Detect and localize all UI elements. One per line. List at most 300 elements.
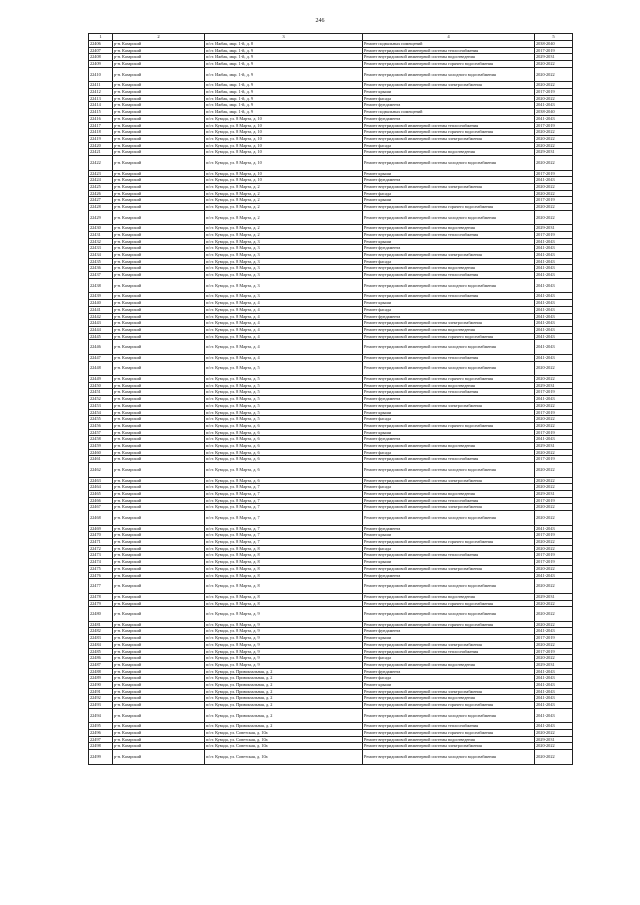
table-row	[89, 532, 573, 539]
district-cell: р-н. Казарский	[113, 306, 205, 313]
period-cell: 2041-2043	[535, 245, 573, 252]
district-cell: р-н. Казарский	[113, 245, 205, 252]
table-row	[89, 238, 573, 245]
work-type-cell: Ремонт внутридомовой инженерной системы холодного водоснабжения	[363, 156, 535, 171]
row-number-cell: 22496	[89, 730, 113, 737]
work-type-cell: Ремонт внутридомовой инженерной системы электроснабжения	[363, 688, 535, 695]
row-number-cell: 22486	[89, 655, 113, 662]
work-type-cell: Ремонт внутридомовой инженерной системы холодного водоснабжения	[363, 708, 535, 723]
row-number-cell: 22414	[89, 102, 113, 109]
district-cell: р-н. Казарский	[113, 539, 205, 546]
row-number-cell: 22433	[89, 245, 113, 252]
table-row	[89, 743, 573, 750]
period-cell: 2020-2022	[535, 621, 573, 628]
district-cell: р-н. Казарский	[113, 702, 205, 709]
period-cell: 2020-2022	[535, 135, 573, 142]
period-cell: 2029-2031	[535, 54, 573, 61]
district-cell: р-н. Казарский	[113, 532, 205, 539]
work-type-cell: Ремонт внутридомовой инженерной системы горячего водоснабжения	[363, 129, 535, 136]
period-cell: 2029-2031	[535, 491, 573, 498]
period-cell: 2020-2022	[535, 95, 573, 102]
table-row	[89, 477, 573, 484]
table-row	[89, 628, 573, 635]
period-cell: 2017-2019	[535, 497, 573, 504]
table-row	[89, 245, 573, 252]
period-cell: 2020-2022	[535, 463, 573, 478]
work-type-cell: Ремонт внутридомовой инженерной системы горячего водоснабжения	[363, 376, 535, 383]
address-cell: п/ст. Кувада, ул. Советская, д. 10а	[205, 743, 363, 750]
district-cell: р-н. Казарский	[113, 382, 205, 389]
row-number-cell: 22487	[89, 661, 113, 668]
period-cell: 2020-2022	[535, 129, 573, 136]
period-cell: 2041-2043	[535, 258, 573, 265]
work-type-cell: Ремонт внутридомовой инженерной системы теплоснабжения	[363, 47, 535, 54]
row-number-cell: 22441	[89, 306, 113, 313]
row-number-cell: 22416	[89, 115, 113, 122]
address-cell: п/ст. Кувада, ул. Привокзальная, д. 2	[205, 702, 363, 709]
district-cell: р-н. Казарский	[113, 449, 205, 456]
work-type-cell: Ремонт фундамента	[363, 572, 535, 579]
district-cell: р-н. Казарский	[113, 272, 205, 279]
work-type-cell: Ремонт внутридомовой инженерной системы холодного водоснабжения	[363, 340, 535, 355]
period-cell: 2041-2043	[535, 525, 573, 532]
row-number-cell: 22426	[89, 190, 113, 197]
table-row	[89, 95, 573, 102]
table-row	[89, 115, 573, 122]
district-cell: р-н. Казарский	[113, 54, 205, 61]
district-cell: р-н. Казарский	[113, 416, 205, 423]
work-type-cell: Ремонт фасада	[363, 449, 535, 456]
work-type-cell: Ремонт крыши	[363, 238, 535, 245]
table-row	[89, 177, 573, 184]
period-cell: 2020-2022	[535, 190, 573, 197]
district-cell: р-н. Казарский	[113, 313, 205, 320]
row-number-cell: 22466	[89, 497, 113, 504]
work-type-cell: Ремонт внутридомовой инженерной системы теплоснабжения	[363, 122, 535, 129]
table-row	[89, 149, 573, 156]
table-row	[89, 376, 573, 383]
district-cell: р-н. Казарский	[113, 621, 205, 628]
table-row	[89, 559, 573, 566]
address-cell: п/ст. Кувада, ул. 8 Марта, д. 10	[205, 129, 363, 136]
table-row	[89, 688, 573, 695]
work-type-cell: Ремонт внутридомовой инженерной системы водоотведения	[363, 225, 535, 232]
table-row	[89, 278, 573, 293]
row-number-cell: 22437	[89, 272, 113, 279]
work-type-cell: Ремонт фундамента	[363, 525, 535, 532]
table-row	[89, 122, 573, 129]
address-cell: п/ст. Кувада, ул. 8 Марта, д. 7	[205, 504, 363, 511]
work-type-cell: Ремонт внутридомовой инженерной системы теплоснабжения	[363, 552, 535, 559]
row-number-cell: 22439	[89, 293, 113, 300]
district-cell: р-н. Казарский	[113, 82, 205, 89]
work-type-cell: Ремонт внутридомовой инженерной системы водоотведения	[363, 736, 535, 743]
work-type-cell: Ремонт внутридомовой инженерной системы холодного водоснабжения	[363, 750, 535, 765]
work-type-cell: Ремонт фасада	[363, 190, 535, 197]
district-cell: р-н. Казарский	[113, 61, 205, 68]
table-row	[89, 456, 573, 463]
row-number-cell: 22471	[89, 539, 113, 546]
work-type-cell: Ремонт фасада	[363, 484, 535, 491]
table-row	[89, 89, 573, 96]
table-row	[89, 258, 573, 265]
district-cell: р-н. Казарский	[113, 559, 205, 566]
address-cell: п/ст. Кувада, ул. 8 Марта, д. 8	[205, 565, 363, 572]
district-cell: р-н. Казарский	[113, 320, 205, 327]
table-row	[89, 572, 573, 579]
district-cell: р-н. Казарский	[113, 736, 205, 743]
work-type-cell: Ремонт подвальных помещений	[363, 109, 535, 116]
table-row	[89, 491, 573, 498]
row-number-cell: 22498	[89, 743, 113, 750]
table-row	[89, 135, 573, 142]
table-row	[89, 361, 573, 376]
work-type-cell: Ремонт внутридомовой инженерной системы теплоснабжения	[363, 456, 535, 463]
row-number-cell: 22483	[89, 635, 113, 642]
table-row	[89, 593, 573, 600]
period-cell: 2041-2043	[535, 688, 573, 695]
work-type-cell: Ремонт внутридомовой инженерной системы теплоснабжения	[363, 648, 535, 655]
table-row	[89, 109, 573, 116]
table-row	[89, 197, 573, 204]
district-cell: р-н. Казарский	[113, 436, 205, 443]
district-cell: р-н. Казарский	[113, 210, 205, 225]
period-cell: 2017-2019	[535, 552, 573, 559]
row-number-cell: 22459	[89, 443, 113, 450]
district-cell: р-н. Казарский	[113, 572, 205, 579]
work-type-cell: Ремонт крыши	[363, 197, 535, 204]
row-number-cell: 22456	[89, 422, 113, 429]
row-number-cell: 22407	[89, 47, 113, 54]
row-number-cell: 22458	[89, 436, 113, 443]
row-number-cell: 22443	[89, 320, 113, 327]
address-cell: п/ст. Кувада, ул. 8 Марта, д. 4	[205, 306, 363, 313]
address-cell: п/ст. Кувада, ул. 8 Марта, д. 3	[205, 278, 363, 293]
period-cell: 2041-2043	[535, 695, 573, 702]
row-number-cell: 22428	[89, 204, 113, 211]
address-cell: п/ст. Кувада, ул. 8 Марта, д. 4	[205, 333, 363, 340]
period-cell: 2029-2031	[535, 593, 573, 600]
table-row	[89, 272, 573, 279]
work-type-cell: Ремонт внутридомовой инженерной системы электроснабжения	[363, 743, 535, 750]
address-cell: п/ст. Кувада, ул. Привокзальная, д. 2	[205, 675, 363, 682]
district-cell: р-н. Казарский	[113, 354, 205, 361]
table-row	[89, 545, 573, 552]
district-cell: р-н. Казарский	[113, 695, 205, 702]
address-cell: п/ст. Ижбак, мкр. 1-й, д. 9	[205, 89, 363, 96]
period-cell: 2041-2043	[535, 177, 573, 184]
row-number-cell: 22422	[89, 156, 113, 171]
work-type-cell: Ремонт внутридомовой инженерной системы водоотведения	[363, 593, 535, 600]
address-cell: п/ст. Кувада, ул. 8 Марта, д. 6	[205, 429, 363, 436]
row-number-cell: 22484	[89, 641, 113, 648]
row-number-cell: 22497	[89, 736, 113, 743]
district-cell: р-н. Казарский	[113, 361, 205, 376]
row-number-cell: 22444	[89, 326, 113, 333]
period-cell: 2020-2022	[535, 565, 573, 572]
row-number-cell: 22425	[89, 183, 113, 190]
district-cell: р-н. Казарский	[113, 238, 205, 245]
row-number-cell: 22457	[89, 429, 113, 436]
district-cell: р-н. Казарский	[113, 109, 205, 116]
period-cell: 2020-2022	[535, 210, 573, 225]
district-cell: р-н. Казарский	[113, 265, 205, 272]
period-cell: 2020-2022	[535, 416, 573, 423]
district-cell: р-н. Казарский	[113, 477, 205, 484]
district-cell: р-н. Казарский	[113, 149, 205, 156]
period-cell: 2020-2022	[535, 641, 573, 648]
table-row	[89, 422, 573, 429]
address-cell: п/ст. Ижбак, мкр. 1-й, д. 9	[205, 102, 363, 109]
work-type-cell: Ремонт внутридомовой инженерной системы водоотведения	[363, 149, 535, 156]
row-number-cell: 22477	[89, 579, 113, 594]
address-cell: п/ст. Кувада, ул. 8 Марта, д. 4	[205, 354, 363, 361]
table-row	[89, 539, 573, 546]
address-cell: п/ст. Кувада, ул. 8 Марта, д. 8	[205, 545, 363, 552]
district-cell: р-н. Казарский	[113, 402, 205, 409]
row-number-cell: 22429	[89, 210, 113, 225]
period-cell: 2020-2022	[535, 82, 573, 89]
period-cell: 2020-2022	[535, 545, 573, 552]
table-row	[89, 300, 573, 307]
address-cell: п/ст. Кувада, ул. 8 Марта, д. 3	[205, 238, 363, 245]
work-type-cell: Ремонт внутридомовой инженерной системы водоотведения	[363, 382, 535, 389]
district-cell: р-н. Казарский	[113, 743, 205, 750]
row-number-cell: 22448	[89, 361, 113, 376]
address-cell: п/ст. Ижбак, мкр. 1-й, д. 9	[205, 61, 363, 68]
period-cell: 2017-2019	[535, 122, 573, 129]
address-cell: п/ст. Кувада, ул. 8 Марта, д. 4	[205, 313, 363, 320]
table-row	[89, 183, 573, 190]
table-row	[89, 204, 573, 211]
row-number-cell: 22460	[89, 449, 113, 456]
table-row	[89, 655, 573, 662]
work-type-cell: Ремонт фундамента	[363, 115, 535, 122]
table-row	[89, 67, 573, 82]
row-number-cell: 22434	[89, 252, 113, 259]
period-cell: 2017-2019	[535, 197, 573, 204]
table-row	[89, 333, 573, 340]
table-row	[89, 313, 573, 320]
table-row	[89, 436, 573, 443]
address-cell: п/ст. Кувада, ул. 8 Марта, д. 7	[205, 497, 363, 504]
district-cell: р-н. Казарский	[113, 204, 205, 211]
address-cell: п/ст. Кувада, ул. 8 Марта, д. 4	[205, 300, 363, 307]
district-cell: р-н. Казарский	[113, 655, 205, 662]
district-cell: р-н. Казарский	[113, 688, 205, 695]
district-cell: р-н. Казарский	[113, 682, 205, 689]
district-cell: р-н. Казарский	[113, 675, 205, 682]
row-number-cell: 22462	[89, 463, 113, 478]
address-cell: п/ст. Кувада, ул. 8 Марта, д. 2	[205, 231, 363, 238]
address-cell: п/ст. Ижбак, мкр. 1-й, д. 9	[205, 82, 363, 89]
district-cell: р-н. Казарский	[113, 177, 205, 184]
period-cell: 2041-2043	[535, 396, 573, 403]
address-cell: п/ст. Кувада, ул. 8 Марта, д. 2	[205, 183, 363, 190]
table-row	[89, 389, 573, 396]
row-number-cell: 22468	[89, 511, 113, 526]
district-cell: р-н. Казарский	[113, 252, 205, 259]
row-number-cell: 22424	[89, 177, 113, 184]
work-type-cell: Ремонт внутридомовой инженерной системы холодного водоснабжения	[363, 607, 535, 622]
period-cell: 2017-2019	[535, 532, 573, 539]
district-cell: р-н. Казарский	[113, 67, 205, 82]
district-cell: р-н. Казарский	[113, 389, 205, 396]
row-number-cell: 22463	[89, 477, 113, 484]
work-type-cell: Ремонт фундамента	[363, 436, 535, 443]
address-cell: п/ст. Кувада, ул. 8 Марта, д. 4	[205, 320, 363, 327]
address-cell: п/ст. Кувада, ул. Советская, д. 10а	[205, 736, 363, 743]
row-number-cell: 22432	[89, 238, 113, 245]
address-cell: п/ст. Ижбак, мкр. 1-й, д. 9	[205, 47, 363, 54]
period-cell: 2020-2022	[535, 142, 573, 149]
row-number-cell: 22435	[89, 258, 113, 265]
address-cell: п/ст. Кувада, ул. 8 Марта, д. 10	[205, 149, 363, 156]
period-cell: 2041-2043	[535, 115, 573, 122]
table-row	[89, 449, 573, 456]
work-type-cell: Ремонт фасада	[363, 416, 535, 423]
work-type-cell: Ремонт внутридомовой инженерной системы горячего водоснабжения	[363, 61, 535, 68]
address-cell: п/ст. Кувада, ул. 8 Марта, д. 9	[205, 655, 363, 662]
work-type-cell: Ремонт внутридомовой инженерной системы горячего водоснабжения	[363, 600, 535, 607]
address-cell: п/ст. Кувада, ул. 8 Марта, д. 6	[205, 463, 363, 478]
district-cell: р-н. Казарский	[113, 607, 205, 622]
district-cell: р-н. Казарский	[113, 231, 205, 238]
work-type-cell: Ремонт внутридомовой инженерной системы электроснабжения	[363, 641, 535, 648]
work-type-cell: Ремонт внутридомовой инженерной системы электроснабжения	[363, 504, 535, 511]
table-header-row	[89, 34, 573, 41]
period-cell: 2020-2022	[535, 743, 573, 750]
period-cell: 2038-2040	[535, 109, 573, 116]
table-row	[89, 648, 573, 655]
address-cell: п/ст. Кувада, ул. 8 Марта, д. 5	[205, 382, 363, 389]
row-number-cell: 22490	[89, 682, 113, 689]
period-cell: 2041-2043	[535, 702, 573, 709]
work-type-cell: Ремонт фундамента	[363, 396, 535, 403]
work-type-cell: Ремонт фасада	[363, 675, 535, 682]
table-row	[89, 82, 573, 89]
period-cell: 2017-2019	[535, 456, 573, 463]
table-row	[89, 635, 573, 642]
table-row	[89, 396, 573, 403]
row-number-cell: 22491	[89, 688, 113, 695]
address-cell: п/ст. Кувада, ул. Привокзальная, д. 2	[205, 688, 363, 695]
work-type-cell: Ремонт внутридомовой инженерной системы водоотведения	[363, 54, 535, 61]
district-cell: р-н. Казарский	[113, 750, 205, 765]
period-cell: 2041-2043	[535, 252, 573, 259]
work-type-cell: Ремонт фундамента	[363, 313, 535, 320]
row-number-cell: 22461	[89, 456, 113, 463]
work-type-cell: Ремонт фасада	[363, 142, 535, 149]
period-cell: 2020-2022	[535, 67, 573, 82]
table-row	[89, 102, 573, 109]
district-cell: р-н. Казарский	[113, 47, 205, 54]
address-cell: п/ст. Кувада, ул. 8 Марта, д. 5	[205, 389, 363, 396]
period-cell: 2041-2043	[535, 320, 573, 327]
address-cell: п/ст. Кувада, ул. 8 Марта, д. 2	[205, 225, 363, 232]
district-cell: р-н. Казарский	[113, 225, 205, 232]
period-cell: 2020-2022	[535, 376, 573, 383]
period-cell: 2017-2019	[535, 389, 573, 396]
period-cell: 2020-2022	[535, 750, 573, 765]
address-cell: п/ст. Кувада, ул. 8 Марта, д. 7	[205, 532, 363, 539]
district-cell: р-н. Казарский	[113, 579, 205, 594]
address-cell: п/ст. Кувада, ул. Привокзальная, д. 2	[205, 682, 363, 689]
table-row	[89, 416, 573, 423]
table-row	[89, 409, 573, 416]
address-cell: п/ст. Кувада, ул. 8 Марта, д. 6	[205, 456, 363, 463]
district-cell: р-н. Казарский	[113, 484, 205, 491]
address-cell: п/ст. Кувада, ул. 8 Марта, д. 7	[205, 511, 363, 526]
district-cell: р-н. Казарский	[113, 491, 205, 498]
period-cell: 2017-2019	[535, 170, 573, 177]
address-cell: п/ст. Кувада, ул. 8 Марта, д. 5	[205, 361, 363, 376]
work-type-cell: Ремонт внутридомовой инженерной системы электроснабжения	[363, 402, 535, 409]
row-number-cell: 22408	[89, 54, 113, 61]
row-number-cell: 22449	[89, 376, 113, 383]
row-number-cell: 22488	[89, 668, 113, 675]
address-cell: п/ст. Кувада, ул. 8 Марта, д. 9	[205, 661, 363, 668]
period-cell: 2041-2043	[535, 102, 573, 109]
work-type-cell: Ремонт внутридомовой инженерной системы теплоснабжения	[363, 231, 535, 238]
period-cell: 2020-2022	[535, 730, 573, 737]
table-row	[89, 429, 573, 436]
address-cell: п/ст. Кувада, ул. 8 Марта, д. 9	[205, 628, 363, 635]
period-cell: 2020-2022	[535, 422, 573, 429]
table-row	[89, 736, 573, 743]
table-row	[89, 142, 573, 149]
row-number-cell: 22455	[89, 416, 113, 423]
district-cell: р-н. Казарский	[113, 95, 205, 102]
address-cell: п/ст. Кувада, ул. 8 Марта, д. 6	[205, 422, 363, 429]
period-cell: 2020-2022	[535, 607, 573, 622]
works-table	[88, 33, 573, 765]
table-row	[89, 61, 573, 68]
row-number-cell: 22438	[89, 278, 113, 293]
table-row	[89, 156, 573, 171]
district-cell: р-н. Казарский	[113, 278, 205, 293]
work-type-cell: Ремонт фасада	[363, 95, 535, 102]
period-cell: 2020-2022	[535, 204, 573, 211]
period-cell: 2017-2019	[535, 47, 573, 54]
period-cell: 2017-2019	[535, 635, 573, 642]
work-type-cell: Ремонт фасада	[363, 545, 535, 552]
table-row	[89, 511, 573, 526]
row-number-cell: 22445	[89, 333, 113, 340]
work-type-cell: Ремонт внутридомовой инженерной системы теплоснабжения	[363, 723, 535, 730]
address-cell: п/ст. Кувада, ул. 8 Марта, д. 2	[205, 210, 363, 225]
address-cell: п/ст. Кувада, ул. 8 Марта, д. 3	[205, 293, 363, 300]
period-cell: 2017-2019	[535, 409, 573, 416]
period-cell: 2029-2031	[535, 225, 573, 232]
row-number-cell: 22410	[89, 67, 113, 82]
header-cell: 2	[113, 34, 205, 41]
district-cell: р-н. Казарский	[113, 708, 205, 723]
table-row	[89, 641, 573, 648]
work-type-cell: Ремонт внутридомовой инженерной системы холодного водоснабжения	[363, 511, 535, 526]
district-cell: р-н. Казарский	[113, 102, 205, 109]
work-type-cell: Ремонт внутридомовой инженерной системы горячего водоснабжения	[363, 204, 535, 211]
table-row	[89, 579, 573, 594]
district-cell: р-н. Казарский	[113, 89, 205, 96]
row-number-cell: 22473	[89, 552, 113, 559]
row-number-cell: 22453	[89, 402, 113, 409]
table-row	[89, 682, 573, 689]
page-number: 246	[315, 18, 325, 24]
header-cell: 4	[363, 34, 535, 41]
work-type-cell: Ремонт фундамента	[363, 102, 535, 109]
address-cell: п/ст. Кувада, ул. 8 Марта, д. 4	[205, 326, 363, 333]
